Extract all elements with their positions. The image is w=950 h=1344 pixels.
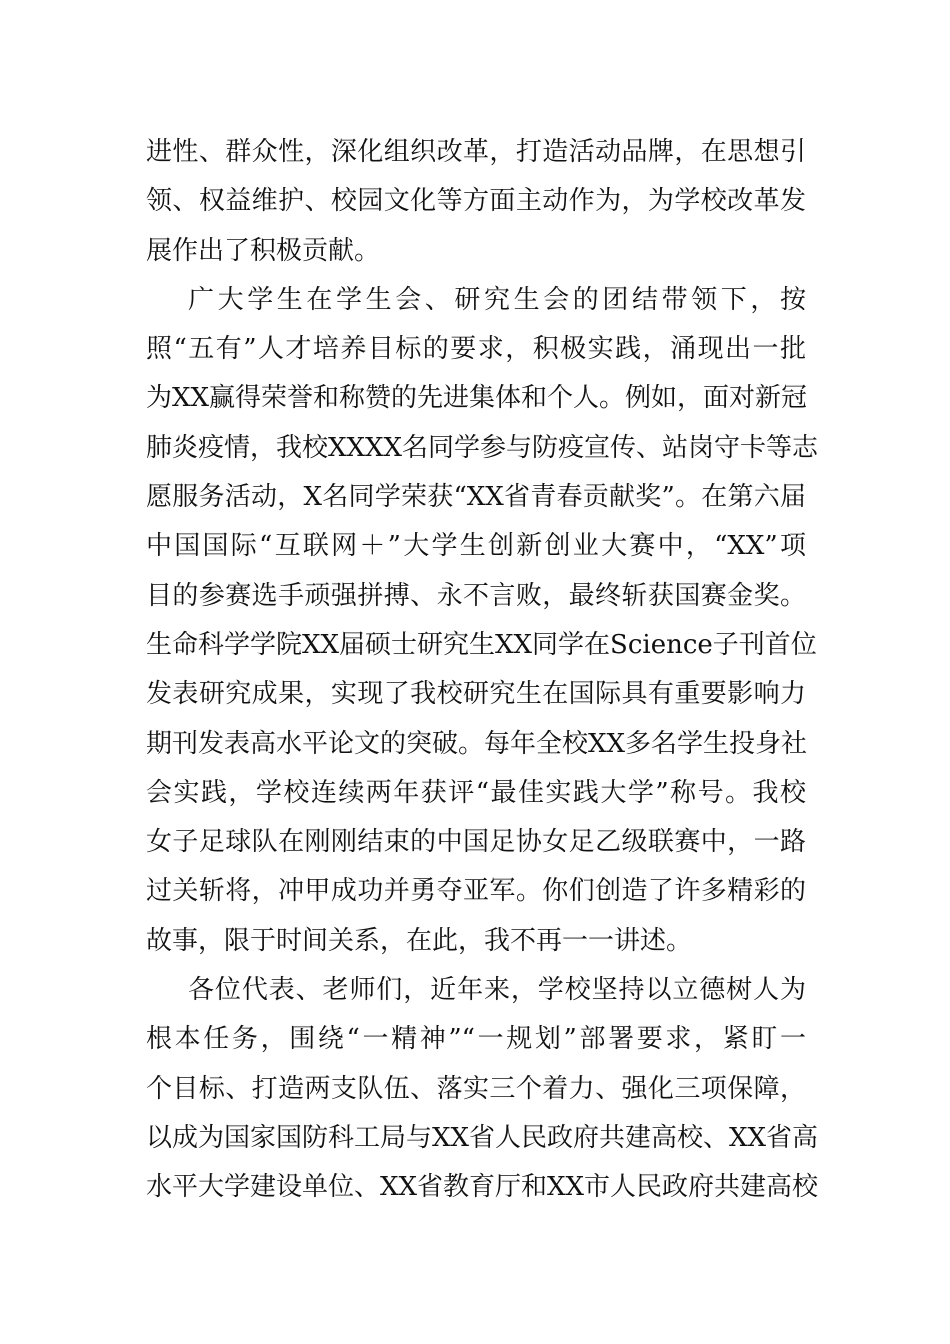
text-line: 广大学生在学生会、研究生会的团结带领下，按 <box>188 284 806 315</box>
text-line: 以成为国家国防科工局与XX省人民政府共建高校、XX省高 <box>146 1122 819 1153</box>
document-body <box>146 128 819 1213</box>
text-line: 进性、群众性，深化组织改革，打造活动品牌，在思想引 <box>146 137 806 167</box>
text-line: 生命科学学院XX届硕士研究生XX同学在Science子刊首位 <box>146 629 817 660</box>
paragraph-2 <box>146 276 819 966</box>
paragraph-3 <box>146 966 819 1212</box>
paragraph-1 <box>146 128 806 276</box>
text-line: 女子足球队在刚刚结束的中国足协女足乙级联赛中，一路 <box>146 827 806 858</box>
text-line: 展作出了积极贡献。 <box>146 235 381 266</box>
text-line: 愿服务活动，X名同学荣获“XX省青春贡献奖”。在第六届 <box>146 482 806 513</box>
text-line: 为XX赢得荣誉和称赞的先进集体和个人。例如，面对新冠 <box>146 383 808 414</box>
text-line: 肺炎疫情，我校XXXX名同学参与防疫宣传、站岗守卡等志 <box>146 432 819 463</box>
text-line: 过关斩将，冲甲成功并勇夺亚军。你们创造了许多精彩的 <box>146 876 806 907</box>
text-line: 中国国际“互联网＋”大学生创新创业大赛中，“XX”项 <box>146 531 806 562</box>
text-line: 目的参赛选手顽强拼搏、永不言败，最终斩获国赛金奖。 <box>146 580 806 611</box>
text-line: 发表研究成果，实现了我校研究生在国际具有重要影响力 <box>146 679 806 710</box>
text-line: 照“五有”人才培养目标的要求，积极实践，涌现出一批 <box>146 334 806 365</box>
text-line: 水平大学建设单位、XX省教育厅和XX市人民政府共建高校 <box>146 1172 819 1203</box>
text-line: 故事，限于时间关系，在此，我不再一一讲述。 <box>146 925 693 956</box>
text-line: 会实践，学校连续两年获评“最佳实践大学”称号。我校 <box>146 777 806 808</box>
text-line: 领、权益维护、校园文化等方面主动作为，为学校改革发 <box>146 186 806 217</box>
text-line: 期刊发表高水平论文的突破。每年全校XX多名学生投身社 <box>146 728 808 759</box>
text-line: 各位代表、老师们，近年来，学校坚持以立德树人为 <box>188 975 806 1006</box>
text-line: 个目标、打造两支队伍、落实三个着力、强化三项保障， <box>146 1073 806 1104</box>
text-line: 根本任务，围绕“一精神”“一规划”部署要求，紧盯一 <box>146 1024 806 1055</box>
